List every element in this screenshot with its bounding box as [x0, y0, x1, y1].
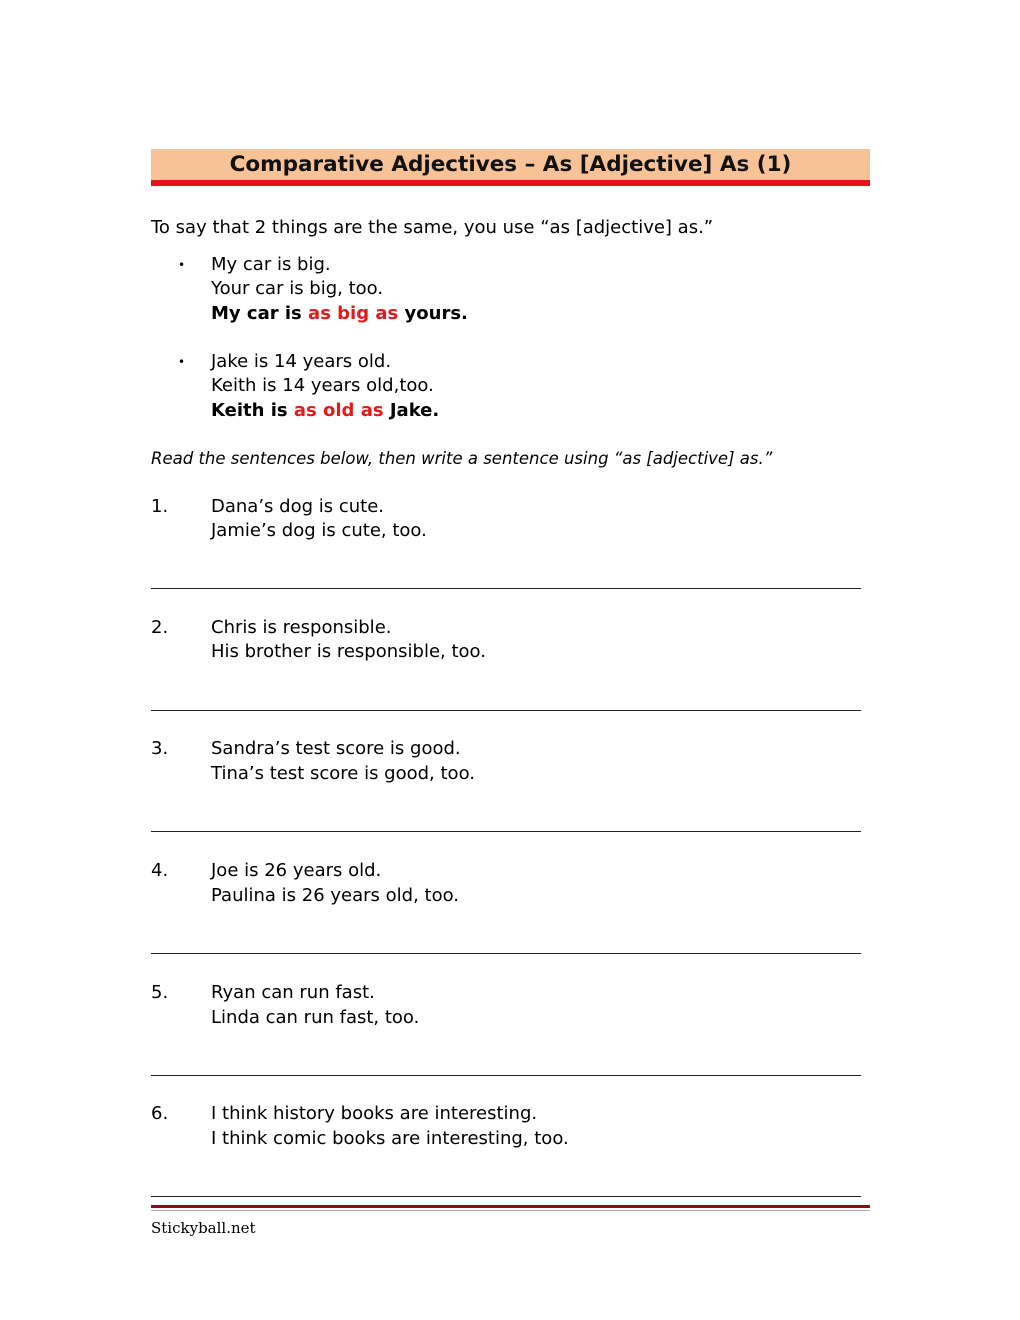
exercise-sentence: Tina’s test score is good, too. — [211, 763, 475, 784]
answer-line[interactable] — [151, 1196, 861, 1197]
exercise-number: 1. — [151, 496, 169, 517]
exercise-sentence: Paulina is 26 years old, too. — [211, 885, 460, 906]
answer-line[interactable] — [151, 710, 861, 711]
example-result-start: Keith is — [211, 400, 288, 421]
example-line: My car is big. — [211, 254, 331, 275]
answer-line[interactable] — [151, 953, 861, 954]
title-underline — [151, 180, 870, 186]
exercise-number: 4. — [151, 860, 169, 881]
exercise-number: 3. — [151, 738, 169, 759]
example-result-start: My car is — [211, 303, 302, 324]
footer-site: Stickyball.net — [151, 1219, 256, 1237]
exercise-sentence: I think history books are interesting. — [211, 1103, 538, 1124]
exercise-number: 5. — [151, 982, 169, 1003]
example-result-end: yours. — [404, 303, 468, 324]
answer-line[interactable] — [151, 1075, 861, 1076]
page-title: Comparative Adjectives – As [Adjective] As (1) — [229, 152, 792, 177]
bullet-icon: • — [178, 355, 186, 369]
exercise-sentence: Ryan can run fast. — [211, 982, 375, 1003]
example-result — [211, 399, 439, 423]
example-line: Jake is 14 years old. — [211, 351, 392, 372]
exercise-sentence: Linda can run fast, too. — [211, 1007, 420, 1028]
answer-line[interactable] — [151, 831, 861, 832]
footer-rule-thin — [151, 1210, 870, 1211]
exercise-sentence: Dana’s dog is cute. — [211, 496, 384, 517]
exercise-sentence: Jamie’s dog is cute, too. — [211, 520, 427, 541]
exercise-sentence: His brother is responsible, too. — [211, 641, 486, 662]
highlight-phrase: as big as — [308, 303, 399, 324]
instructions: Read the sentences below, then write a sentence using “as [adjective] as.” — [151, 449, 773, 468]
exercise-sentence: I think comic books are interesting, too. — [211, 1128, 569, 1149]
bullet-icon: • — [178, 258, 186, 272]
footer-rule — [151, 1205, 870, 1208]
exercise-number: 2. — [151, 617, 169, 638]
intro-text: To say that 2 things are the same, you use “as [adjective] as.” — [151, 217, 714, 238]
exercise-sentence: Joe is 26 years old. — [211, 860, 382, 881]
example-result — [211, 302, 468, 326]
example-line: Keith is 14 years old,too. — [211, 375, 434, 396]
exercise-sentence: Chris is responsible. — [211, 617, 392, 638]
example-line: Your car is big, too. — [211, 278, 384, 299]
example-result-end: Jake. — [389, 400, 440, 421]
exercise-number: 6. — [151, 1103, 169, 1124]
answer-line[interactable] — [151, 588, 861, 589]
exercise-sentence: Sandra’s test score is good. — [211, 738, 461, 759]
highlight-phrase: as old as — [293, 400, 384, 421]
